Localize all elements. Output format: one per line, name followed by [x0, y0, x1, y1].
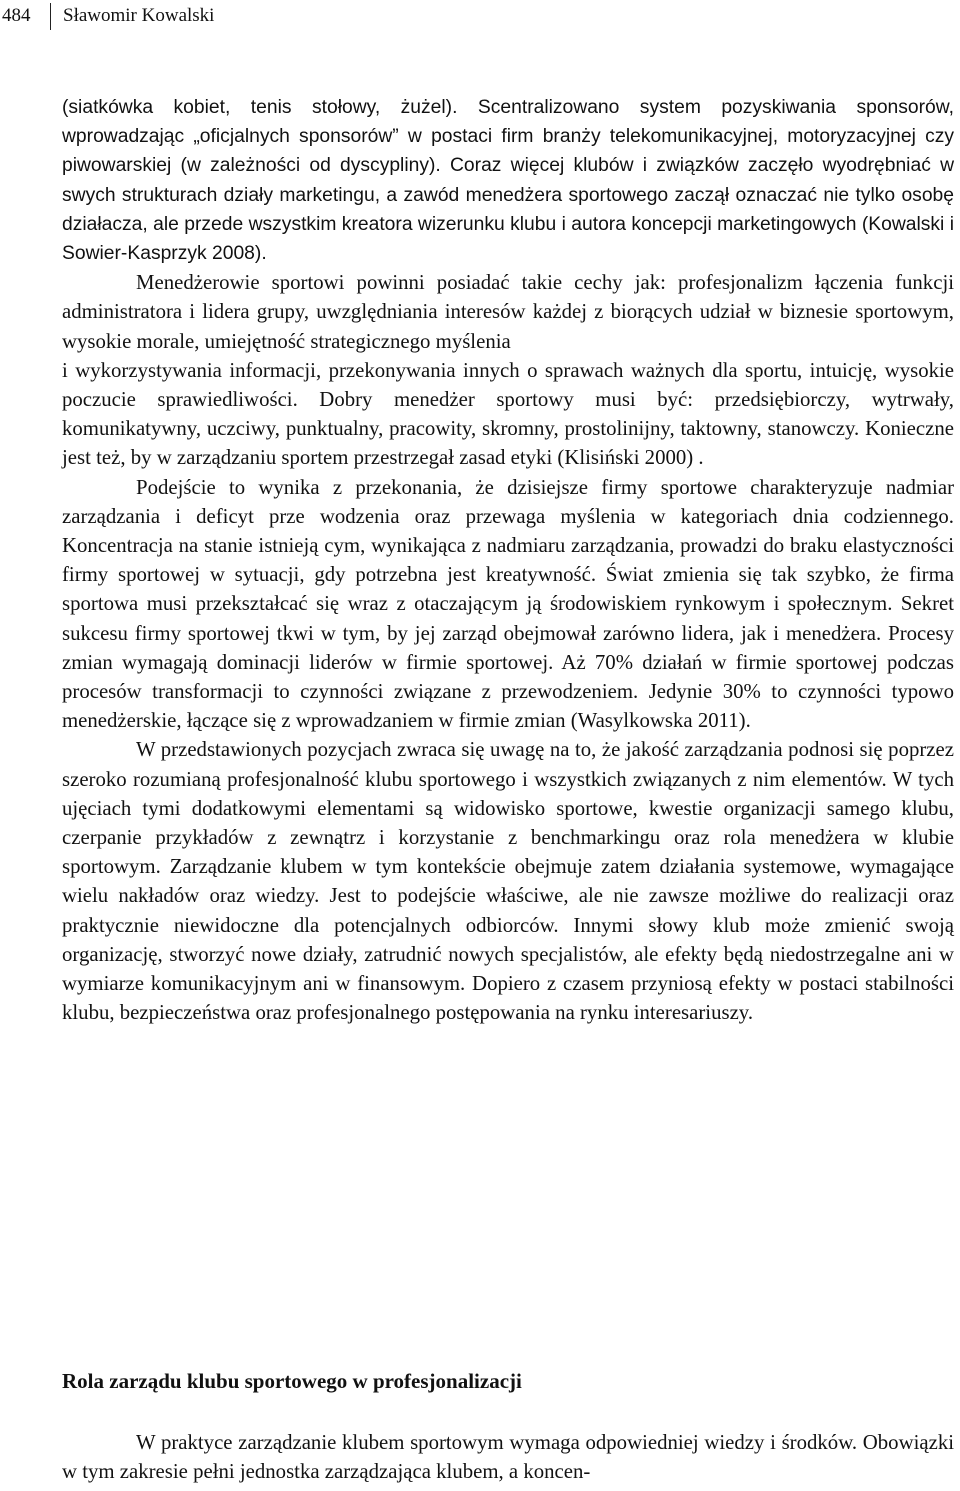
paragraph-manager-traits-continued: i wykorzystywania informacji, przekonywania innych o sprawach ważnych dla sportu, intuicję, wysokie poczucie sprawiedliwości. Dobry menedżer sportowy musi być: przedsiębiorczy, wytrwały, komunikatywny, uczciwy, punktualny, pracowity, skromny, prostolinijny, taktowny, stanowczy. Konieczne jest też, by w zarządzaniu sportem przestrzegał zasad etyki (Klisiński 2000) .	[62, 358, 954, 470]
paragraph-manager-traits: Menedżerowie sportowi powinni posiadać takie cechy jak: profesjonalizm łączenia funkcji administratora i lidera grupy, uwzględniania interesów każdej z biorących udział w biznesie sportowym, wysokie morale, umiejętność strategicznego myślenia	[62, 271, 954, 353]
paragraph-section-intro: W praktyce zarządzanie klubem sportowym wymaga odpowiedniej wiedzy i środków. Obowiązki w tym zakresie pełni jednostka zarządzająca klubem, a koncen-	[62, 1431, 954, 1484]
section-text	[62, 1428, 954, 1486]
header-divider	[50, 3, 51, 30]
page-number: 484	[2, 5, 31, 26]
running-header	[0, 2, 214, 30]
paragraph-quality: W przedstawionych pozycjach zwraca się uwagę na to, że jakość zarządzania podnosi się poprzez szeroko rozumianą profesjonalność klubu sportowego i wszystkich związanych z nim elementów. W tych ujęciach tymi dodatkowymi elementami są widowisko sportowe, kwestie organizacji samego klubu, czerpanie przykładów z zewnątrz i korzystanie z benchmarkingu oraz rola menedżera w klubie sportowym. Zarządzanie klubem w tym kontekście obejmuje zatem działania systemowe, wymagające wielu nakładów oraz wiedzy. Jest to podejście właściwe, ale nie zawsze możliwe do realizacji oraz praktycznie niewidoczne dla potencjalnych odbiorców. Innymi słowy klub może zmienić swoją organizację, stworzyć nowe działy, zatrudnić nowych specjalistów, ale efekty będą niedostrzegalne ani w wymiarze komunikacyjnym ani w finansowym. Dopiero z czasem przyniosą efekty w postaci stabilności klubu, bezpieczeństwa oraz profesjonalnego postępowania na rynku interesariuszy.	[62, 738, 954, 1025]
paragraph-leadership: Podejście to wynika z przekonania, że dzisiejsze firmy sportowe charakteryzuje nadmiar zarządzania i deficyt prze wodzenia oraz przewaga myślenia w kategoriach dnia codziennego. Koncentracja na stanie istnieją cym, wynikająca z nadmiaru zarządzania, prowadzi do braku elastyczności firmy sportowej w sytuacji, gdy potrzebna jest kreatywność. Świat zmienia się tak szybko, że firma sportowa musi przekształcać się wraz z otaczającym ją środowiskiem rynkowym i społecznym. Sekret sukcesu firmy sportowej tkwi w tym, by jej zarząd obejmował zarówno lidera, jak i menedżera. Procesy zmian wymagają dominacji liderów w firmie sportowej. Aż 70% działań w firmie sportowej podczas procesów transformacji to czynności związane z przewodzeniem. Jedynie 30% to czynności typowo menedżerskie, łączące się z wprowadzaniem w firmie zmian (Wasylkowska 2011).	[62, 475, 954, 733]
paragraph-intro: (siatkówka kobiet, tenis stołowy, żużel). Scentralizowano system pozyskiwania sponsorów, wprowadzając „oficjalnych sponsorów” w postaci firm branży telekomunikacyjnej, motoryzacyjnej czy piwowarskiej (w zależności od dyscypliny). Coraz więcej klubów i związków zaczęło wyodrębniać w swych strukturach działy marketingu, a zawód menedżera sportowego zaczął oznaczać nie tylko osobę działacza, ale przede wszystkim kreatora wizerunku klubu i autora koncepcji marketingowych (Kowalski i Sowier-Kasprzyk 2008).	[62, 97, 954, 265]
section-heading: Rola zarządu klubu sportowego w profesjonalizacji	[62, 1369, 522, 1393]
main-text	[62, 93, 954, 1028]
running-head-author: Sławomir Kowalski	[63, 5, 215, 26]
